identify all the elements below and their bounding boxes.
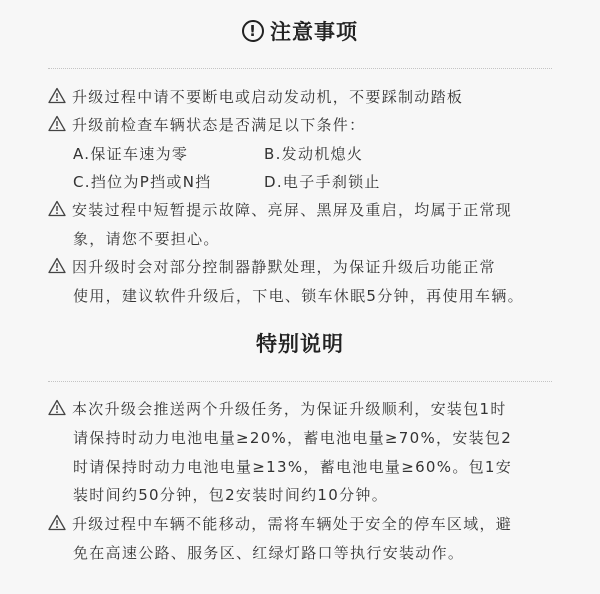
warning-triangle-icon — [48, 200, 66, 217]
warning-triangle-icon — [48, 115, 66, 132]
warning-triangle-icon — [48, 399, 66, 416]
special-title — [0, 326, 600, 360]
divider — [48, 68, 552, 69]
notice-title — [0, 14, 600, 48]
special-item-2: 升级过程中车辆不能移动，需将车辆处于安全的停车区域，避 — [48, 511, 562, 537]
notice-item-4-cont: 使用，建议软件升级后，下电、锁车休眠5分钟，再使用车辆。 — [73, 287, 524, 305]
condition-c: C.挡位为P挡或N挡 — [73, 173, 212, 191]
notice-item-2: 升级前检查车辆状态是否满足以下条件： — [48, 112, 562, 138]
condition-a: A.保证车速为零 — [73, 145, 189, 163]
notice-title-text: 注意事项 — [270, 20, 358, 44]
notice-item-1: 升级过程中请不要断电或启动发动机，不要踩制动踏板 — [48, 84, 562, 110]
special-item-1-cont: 请保持时动力电池电量≥20%，蓄电池电量≥70%，安装包2 — [73, 429, 513, 447]
special-item-2-cont: 免在高速公路、服务区、红绿灯路口等执行安装动作。 — [73, 544, 465, 562]
notice-item-3: 安装过程中短暂提示故障、亮屏、黑屏及重启，均属于正常现 — [48, 197, 562, 223]
special-item-1-cont: 时请保持时动力电池电量≥13%，蓄电池电量≥60%。包1安 — [73, 458, 513, 476]
condition-d: D.电子手刹锁止 — [264, 173, 381, 191]
notice-item-4: 因升级时会对部分控制器静默处理，为保证升级后功能正常 — [48, 254, 562, 280]
warning-triangle-icon — [48, 87, 66, 104]
notice-item-3-cont: 象，请您不要担心。 — [73, 230, 220, 248]
special-title-text: 特别说明 — [256, 332, 344, 356]
warning-triangle-icon — [48, 514, 66, 531]
warning-triangle-icon — [48, 257, 66, 274]
divider — [48, 381, 552, 382]
special-item-1: 本次升级会推送两个升级任务，为保证升级顺利，安装包1时 — [48, 396, 562, 422]
exclamation-circle-icon: ! — [242, 20, 264, 42]
special-item-1-cont: 装时间约50分钟，包2安装时间约10分钟。 — [73, 486, 389, 504]
condition-b: B.发动机熄火 — [264, 145, 364, 163]
